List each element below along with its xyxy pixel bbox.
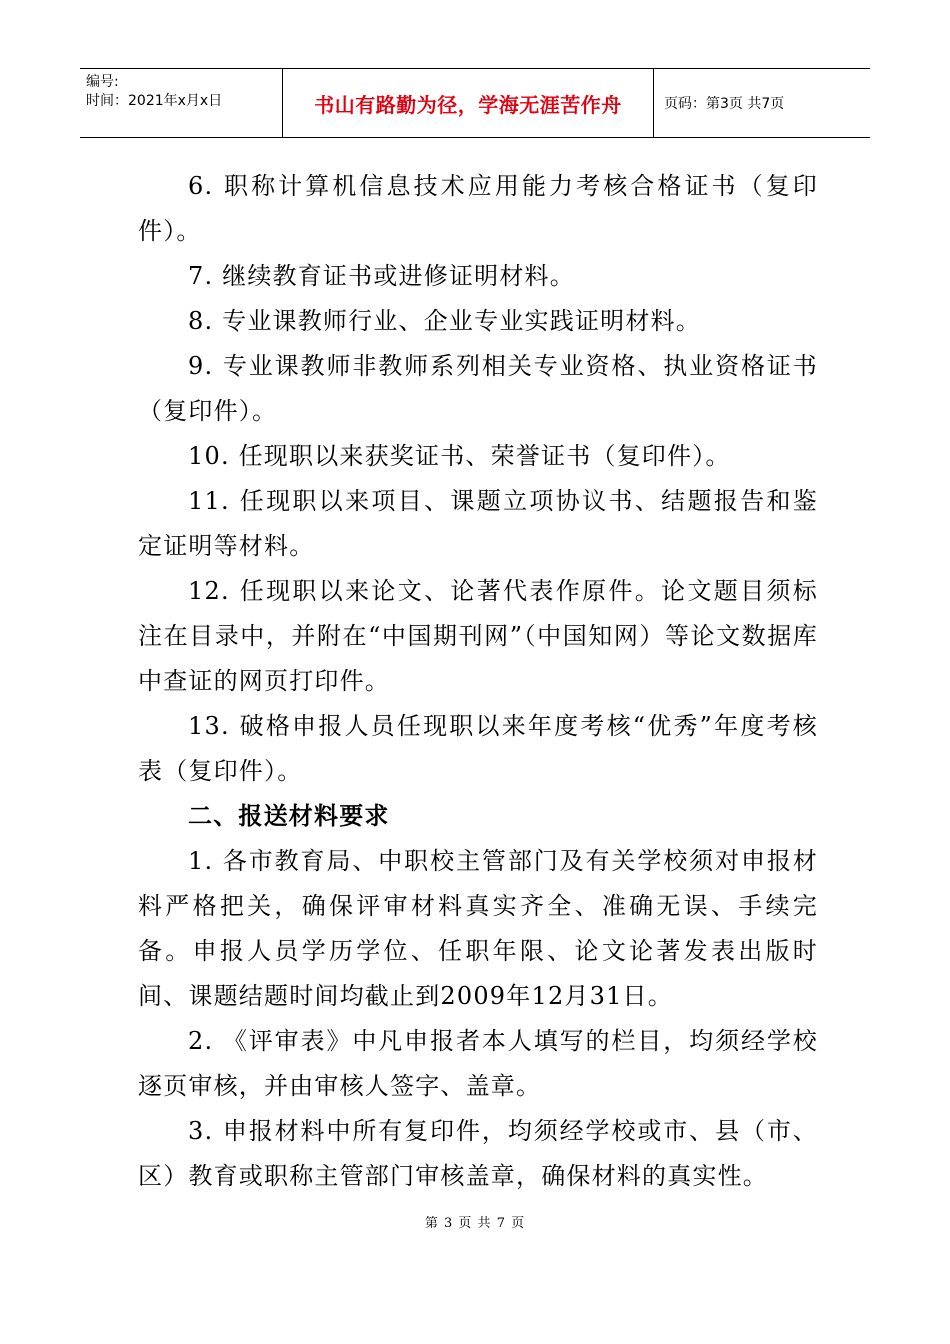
header-page-info: 页码：第3页 共7页 bbox=[664, 96, 785, 112]
list-item: 12. 任现职以来论文、论著代表作原件。论文题目须标注在目录中，并附在“中国期刊网”（中国知网）等论文数据库中查证的网页打印件。 bbox=[138, 577, 818, 695]
list-item: 7. 继续教育证书或进修证明材料。 bbox=[188, 262, 575, 290]
header-page-info-cell bbox=[654, 69, 870, 137]
header-motto-cell bbox=[282, 69, 654, 137]
list-item: 1. 各市教育局、中职校主管部门及有关学校须对申报材料严格把关，确保评审材料真实齐全、准确无误、手续完备。申报人员学历学位、任职年限、论文论著发表出版时间、课题结题时间均截止到2009年12月31日。 bbox=[138, 847, 818, 1010]
list-item: 2. 《评审表》中凡申报者本人填写的栏目，均须经学校逐页审核，并由审核人签字、盖章。 bbox=[138, 1027, 818, 1100]
list-item: 8. 专业课教师行业、企业专业实践证明材料。 bbox=[188, 307, 701, 335]
header-meta bbox=[80, 69, 282, 137]
document-number-label: 编号: bbox=[86, 74, 119, 90]
header-motto: 书山有路勤为径，学海无涯苦作舟 bbox=[314, 92, 622, 117]
page-header bbox=[80, 68, 870, 138]
list-item: 6. 职称计算机信息技术应用能力考核合格证书（复印件）。 bbox=[138, 172, 818, 245]
list-item: 11. 任现职以来项目、课题立项协议书、结题报告和鉴定证明等材料。 bbox=[138, 487, 818, 560]
document-date: 时间：2021年x月x日 bbox=[86, 93, 223, 109]
document-body bbox=[138, 164, 818, 1199]
list-item: 10. 任现职以来获奖证书、荣誉证书（复印件）。 bbox=[188, 442, 731, 470]
list-item: 3. 申报材料中所有复印件，均须经学校或市、县（市、区）教育或职称主管部门审核盖章，确保材料的真实性。 bbox=[138, 1117, 818, 1190]
list-item: 13. 破格申报人员任现职以来年度考核“优秀”年度考核表（复印件）。 bbox=[138, 712, 818, 785]
list-item: 9. 专业课教师非教师系列相关专业资格、执业资格证书（复印件）。 bbox=[138, 352, 818, 425]
page-footer: 第 3 页 共 7 页 bbox=[424, 1216, 526, 1231]
section-heading: 二、报送材料要求 bbox=[188, 802, 390, 830]
